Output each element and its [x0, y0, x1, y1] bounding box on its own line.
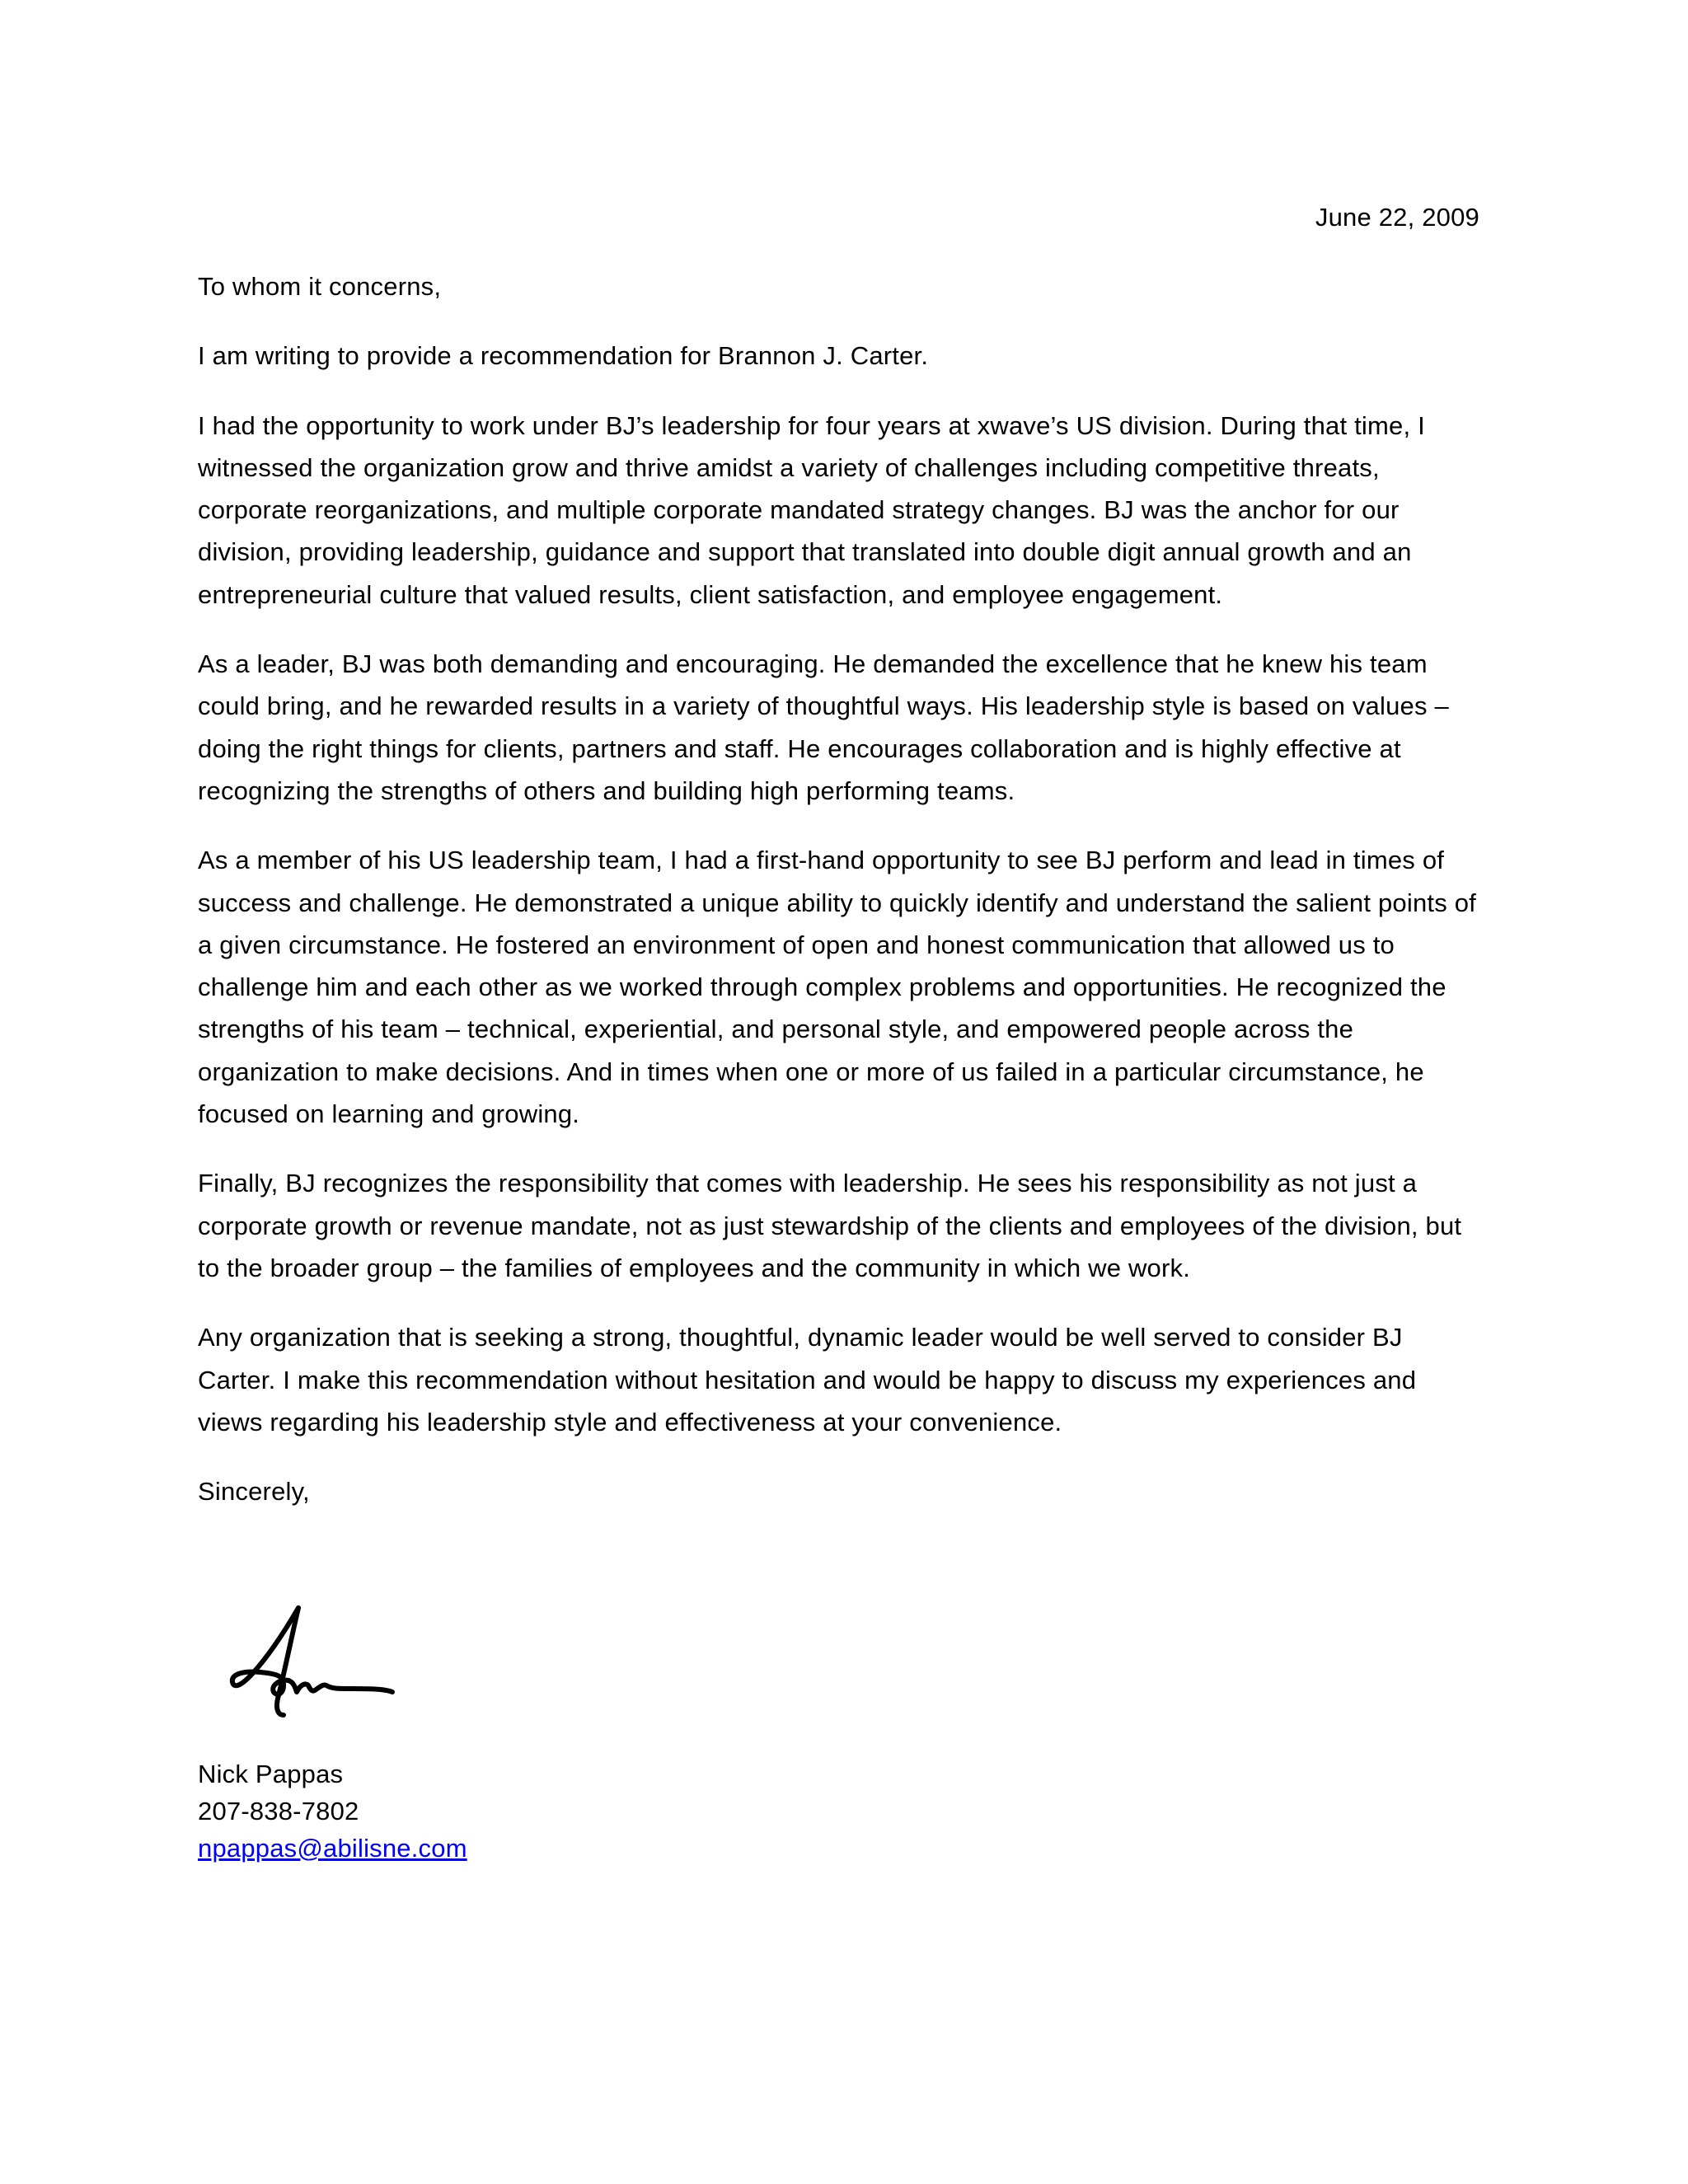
signer-email-link[interactable]: npappas@abilisne.com	[198, 1834, 467, 1863]
letter-date: June 22, 2009	[1315, 203, 1479, 232]
paragraph-opportunity: I had the opportunity to work under BJ’s leadership for four years at xwave’s US division. During that time, I witnessed the organization grow and thrive amidst a variety of challenges including competitive threats, corporate reorganizations, and multiple corporate mandated strategy changes. BJ was the anchor for our division, providing leadership, guidance and support that translated into double digit annual growth and an entrepreneurial culture that valued results, client satisfaction, and employee engagement.	[198, 410, 1425, 609]
letter-body	[198, 265, 1484, 1540]
paragraph-responsibility: Finally, BJ recognizes the responsibility that comes with leadership. He sees his responsibility as not just a corporate growth or revenue mandate, not as just stewardship of the clients and employees of the division, but to the broader group – the families of employees and the community in which we work.	[198, 1169, 1462, 1282]
closing: Sincerely,	[198, 1477, 310, 1507]
salutation: To whom it concerns,	[198, 272, 442, 301]
paragraph-leader: As a leader, BJ was both demanding and encouraging. He demanded the excellence that he knew his team could bring, and he rewarded results in a variety of thoughtful ways. His leadership style is based on values – doing the right things for clients, partners and staff. He encourages collaboration and is highly effective at recognizing the strengths of others and building high performing teams.	[198, 649, 1449, 805]
handwritten-signature	[223, 1603, 404, 1727]
paragraph-leadership-team: As a member of his US leadership team, I had a first-hand opportunity to see BJ perform and lead in times of success and challenge. He demonstrated a unique ability to quickly identify and understand the salient points of a given circumstance. He fostered an environment of open and honest communication that allowed us to challenge him and each other as we worked through complex problems and opportunities. He recognized the strengths of his team – technical, experiential, and personal style, and empowered people across the organization to make decisions. And in times when one or more of us failed in a particular circumstance, he focused on learning and growing.	[198, 846, 1476, 1129]
paragraph-intro: I am writing to provide a recommendation for Brannon J. Carter.	[198, 341, 929, 371]
signer-name: Nick Pappas	[198, 1760, 344, 1788]
signer-phone: 207-838-7802	[198, 1797, 359, 1825]
signature-block	[198, 1755, 467, 1867]
paragraph-recommendation: Any organization that is seeking a strong, thoughtful, dynamic leader would be well served to consider BJ Carter. I make this recommendation without hesitation and would be happy to discuss my experiences and views regarding his leadership style and effectiveness at your convenience.	[198, 1323, 1417, 1436]
